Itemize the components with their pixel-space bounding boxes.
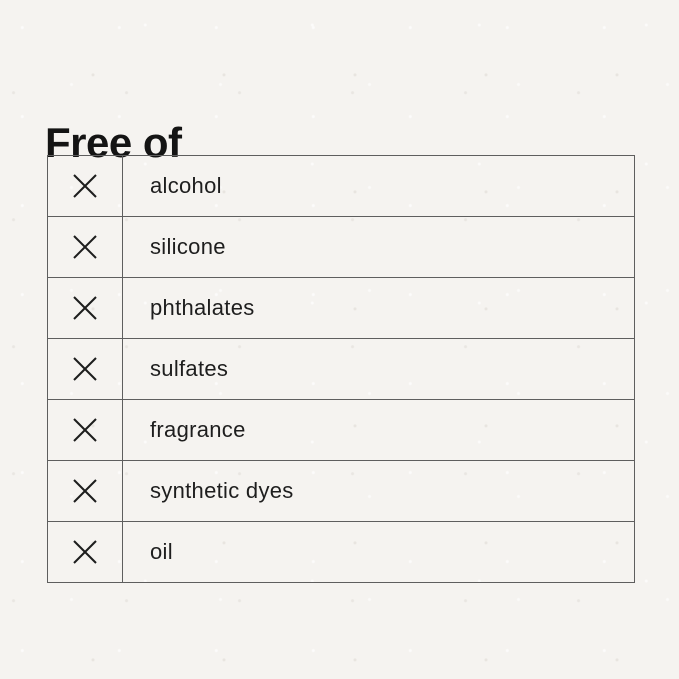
x-mark-cell [48,339,123,399]
ingredient-label: synthetic dyes [150,478,294,503]
x-mark-cell [48,217,123,277]
table-row [48,216,634,277]
x-mark-icon [72,477,98,505]
x-mark-icon [72,355,98,383]
free-of-table [47,155,635,583]
x-mark-cell [48,461,123,521]
x-mark-cell [48,278,123,338]
table-row [48,338,634,399]
x-mark-icon [72,416,98,444]
x-mark-cell [48,400,123,460]
ingredient-label: silicone [150,234,226,259]
table-row [48,399,634,460]
table-row [48,156,634,216]
x-mark-icon [72,233,98,261]
x-mark-icon [72,294,98,322]
x-mark-cell [48,156,123,216]
x-mark-icon [72,538,98,566]
ingredient-label: sulfates [150,356,229,381]
table-row [48,460,634,521]
ingredient-label: fragrance [150,417,246,442]
ingredient-label: alcohol [150,173,222,198]
page-title: Free of [45,119,182,167]
ingredient-label: phthalates [150,295,255,320]
table-row [48,277,634,338]
ingredient-label: oil [150,539,173,564]
table-row [48,521,634,582]
x-mark-cell [48,522,123,582]
x-mark-icon [72,172,98,200]
